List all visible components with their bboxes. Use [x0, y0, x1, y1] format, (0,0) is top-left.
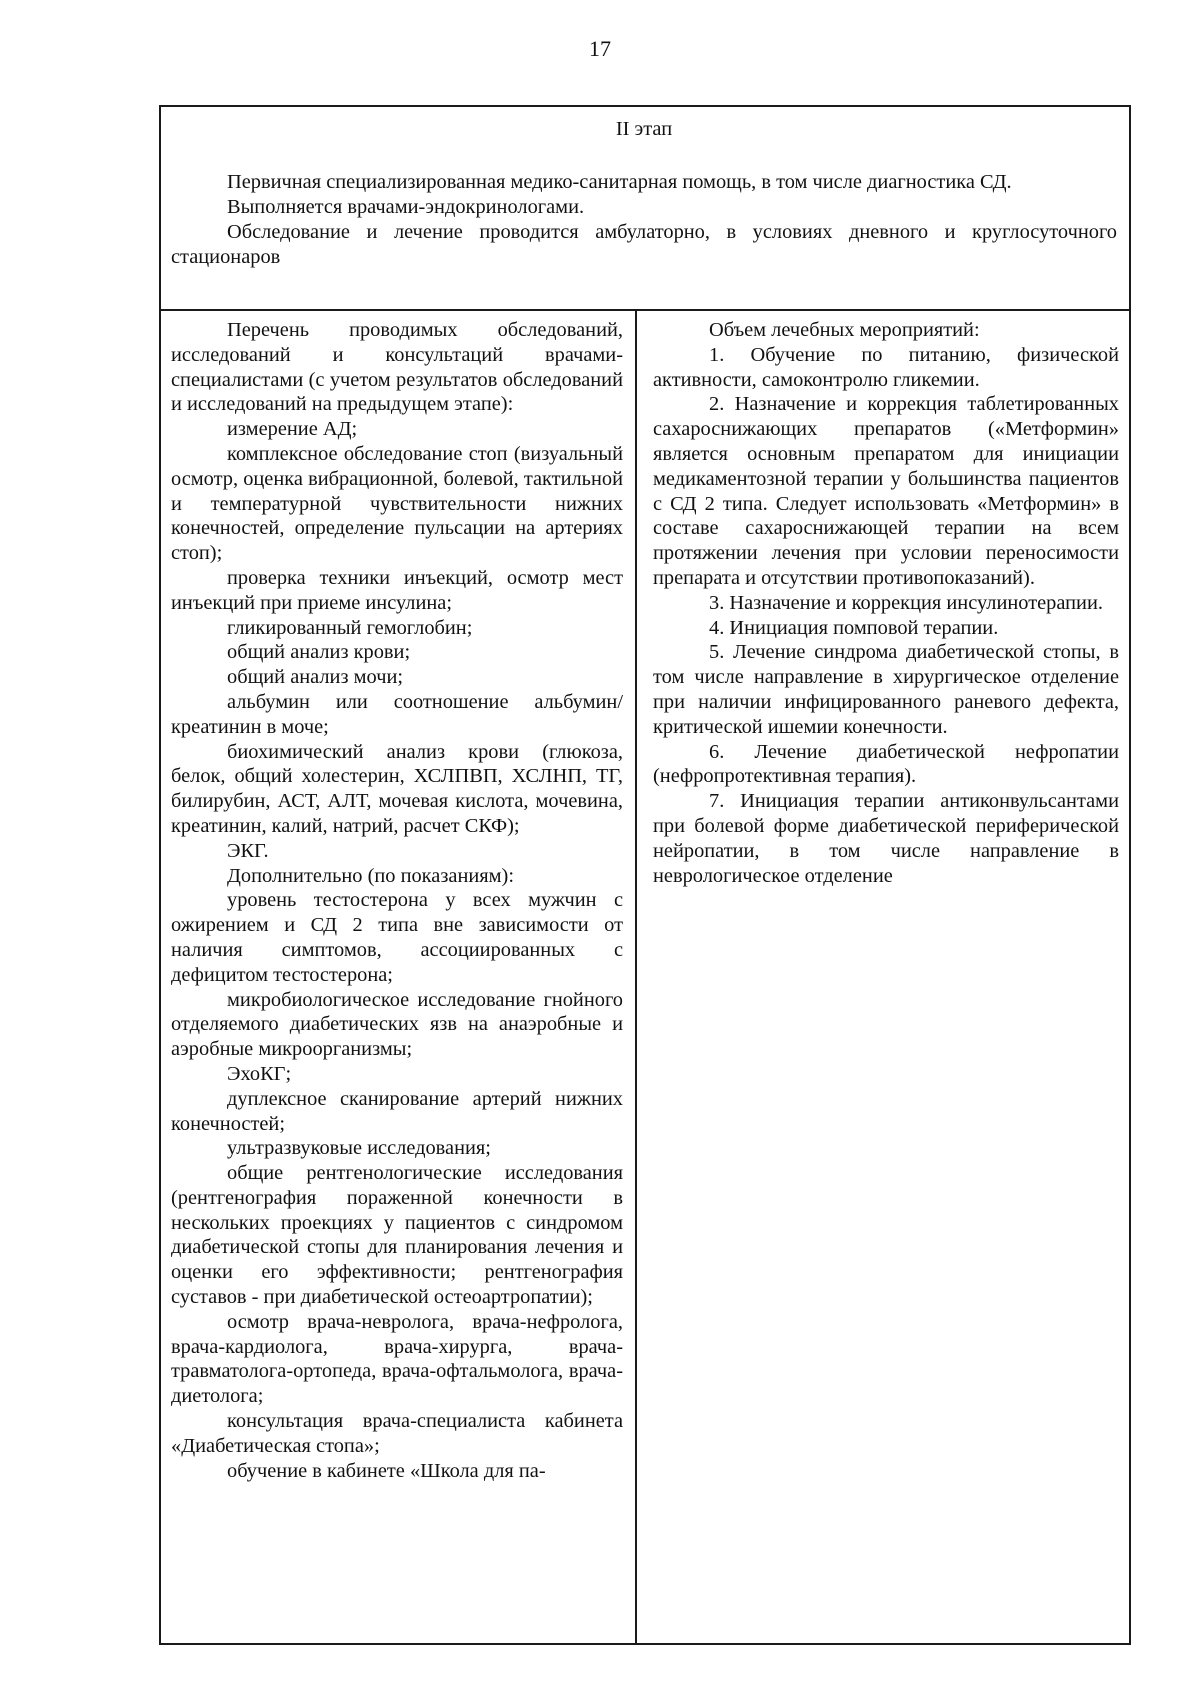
treatment-item: 1. Обучение по питанию, физической активности, самоконтролю гликемии. — [653, 343, 1119, 391]
treatment-column — [637, 311, 1129, 1643]
examination-item: проверка техники инъекций, осмотр мест инъекций при приеме инсулина; — [171, 566, 623, 614]
examination-item: комплексное обследование стоп (визуальный осмотр, оценка вибрационной, болевой, тактильной и температурной чувствительности нижних конечностей, определение пульсации на артериях стоп); — [171, 442, 623, 565]
examination-item: гликированный гемоглобин; — [227, 616, 473, 639]
examination-item: общий анализ крови; — [227, 641, 411, 664]
examination-item: ультразвуковые исследования; — [227, 1137, 491, 1160]
examination-item: альбумин или соотношение альбумин/креатинин в моче; — [171, 690, 623, 738]
treatment-item: 2. Назначение и коррекция таблетированных сахароснижающих препаратов («Метформин» является основным препаратом для инициации медикаментозной терапии у большинства пациентов с СД 2 типа. Следует использовать «Метформин» в составе сахароснижающей терапии на всем протяжении лечения при условии переносимости препарата и отсутствии противопоказаний). — [653, 393, 1119, 589]
treatment-item: 7. Инициация терапии антиконвульсантами при болевой форме диабетической периферической нейропатии, в том числе направление в неврологическое отделение — [653, 790, 1119, 887]
examination-item: дуплексное сканирование артерий нижних конечностей; — [171, 1087, 623, 1135]
examination-item: микробиологическое исследование гнойного отделяемого диабетических язв на анаэробные и аэробные микроорганизмы; — [171, 988, 623, 1061]
stage-columns — [161, 311, 1129, 1643]
examinations-column — [161, 311, 637, 1643]
treatment-item: 3. Назначение и коррекция инсулинотерапии. — [709, 591, 1103, 614]
examination-item: ЭхоКГ; — [227, 1062, 292, 1085]
examination-item: общие рентгенологические исследования (рентгенография пораженной конечности в нескольких проекциях у пациентов с синдромом диабетической стопы для планирования лечения и оценки его эффективности; рентгенография суставов - при диабетической остеоартропатии); — [171, 1162, 623, 1309]
treatment-item: 6. Лечение диабетической нефропатии (нефропротективная терапия). — [653, 740, 1119, 788]
page-number: 17 — [589, 36, 611, 61]
examination-item: измерение АД; — [227, 418, 358, 441]
treatment-item: 4. Инициация помповой терапии. — [709, 616, 999, 639]
examination-item: обучение в кабинете «Школа для па- — [227, 1459, 546, 1482]
treatment-item: 5. Лечение синдрома диабетической стопы, в том числе направление в хирургическое отделение при наличии инфицированного раневого дефекта, критической ишемии конечности. — [653, 641, 1119, 738]
stage-description: Первичная специализированная медико-санитарная помощь, в том числе диагностика СД. — [227, 171, 1012, 193]
stage-title: II этап — [615, 118, 673, 140]
examination-item: общий анализ мочи; — [227, 666, 404, 689]
stage-table — [159, 105, 1131, 1645]
examination-item: осмотр врача-невролога, врача-нефролога, врача-кардиолога, врача-хирурга, врача-травматолога-ортопеда, врача-офтальмолога, врача-диетолога; — [171, 1310, 623, 1408]
examination-item: уровень тестостерона у всех мужчин с ожирением и СД 2 типа вне зависимости от наличия симптомов, ассоциированных с дефицитом тестостерона; — [171, 889, 623, 986]
examination-item: Дополнительно (по показаниям): — [227, 864, 515, 887]
stage-conditions: Обследование и лечение проводится амбулаторно, в условиях дневного и круглосуточного стационаров — [171, 221, 1117, 268]
stage-header — [161, 107, 1129, 311]
examination-item: биохимический анализ крови (глюкоза, белок, общий холестерин, ХСЛПВП, ХСЛНП, ТГ, билирубин, АСТ, АЛТ, мочевая кислота, мочевина, креатинин, калий, натрий, расчет СКФ); — [171, 740, 623, 837]
stage-performer: Выполняется врачами-эндокринологами. — [227, 196, 585, 218]
examinations-intro: Перечень проводимых обследований, исследований и консультаций врачами-специалистами (с учетом результатов обследований и исследований на предыдущем этапе): — [171, 319, 623, 416]
examination-item: консультация врача-специалиста кабинета «Диабетическая стопа»; — [171, 1410, 623, 1457]
examination-item: ЭКГ. — [227, 839, 269, 862]
treatment-title: Объем лечебных мероприятий: — [709, 319, 980, 341]
